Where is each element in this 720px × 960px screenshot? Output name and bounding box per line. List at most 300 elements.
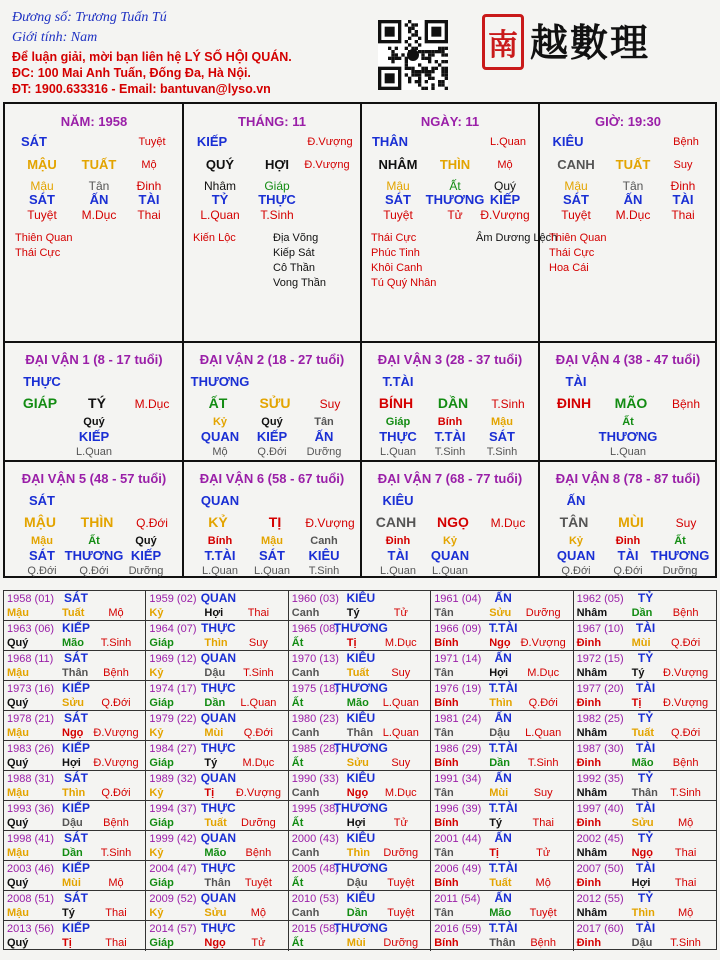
year-branch: Tý bbox=[489, 817, 503, 829]
year-branch: Tý bbox=[631, 667, 645, 679]
dai-van-god: KIÊU bbox=[382, 493, 414, 508]
year-stem: Ất bbox=[291, 877, 304, 889]
pillar-star-right: Địa Võng bbox=[273, 232, 319, 244]
pillar-3 bbox=[361, 104, 558, 342]
year-label: 1961 (04) bbox=[434, 593, 482, 605]
year-branch: Sửu bbox=[631, 817, 654, 829]
year-stem: Quý bbox=[7, 817, 29, 829]
year-branch: Thân bbox=[346, 727, 374, 739]
year-branch: Tuất bbox=[631, 727, 654, 739]
dai-van-branch: TỊ bbox=[268, 514, 282, 530]
dai-van-branch: SỬU bbox=[259, 395, 291, 411]
year-branch: Thìn bbox=[204, 637, 228, 649]
year-label: 2004 (47) bbox=[149, 863, 197, 875]
year-label: 1964 (07) bbox=[149, 623, 197, 635]
dai-van-title: ĐẠI VẬN 4 (38 - 47 tuổi) bbox=[555, 352, 701, 367]
year-stem: Mậu bbox=[7, 607, 29, 619]
year-branch: Dậu bbox=[631, 937, 653, 949]
year-god: QUAN bbox=[200, 591, 237, 605]
year-branch: Tý bbox=[346, 607, 360, 619]
year-branch: Thân bbox=[631, 787, 658, 799]
year-cell bbox=[574, 621, 716, 651]
year-branch: Dần bbox=[489, 757, 510, 769]
year-stem: Mậu bbox=[7, 727, 29, 739]
year-branch: Tị bbox=[346, 637, 357, 649]
dai-van-hidden-life: L.Quan bbox=[379, 565, 417, 577]
year-god: QUAN bbox=[200, 651, 237, 665]
dai-van-hidden-life: L.Quan bbox=[379, 446, 417, 458]
year-god: KIẾP bbox=[61, 741, 91, 755]
year-life: Đ.Vượng bbox=[235, 787, 281, 799]
year-stem: Tân bbox=[434, 667, 454, 679]
year-stem: Mậu bbox=[7, 847, 29, 859]
pillar-hidden-2: Tân bbox=[88, 179, 110, 193]
year-life: Bệnh bbox=[530, 937, 557, 949]
dai-van-hidden-god: QUAN bbox=[200, 429, 240, 444]
pillar-star-right: Âm Dương Lệch bbox=[476, 232, 558, 244]
year-branch: Tuất bbox=[346, 667, 370, 679]
year-stem: Quý bbox=[7, 757, 29, 769]
year-life: Tử bbox=[536, 847, 551, 859]
pillar-hidden-2: Giáp bbox=[264, 179, 290, 193]
year-label: 1985 (28) bbox=[291, 743, 339, 755]
year-branch: Ngọ bbox=[346, 787, 369, 799]
dai-van-hidden-life: Q.Đới bbox=[613, 565, 643, 577]
year-cell bbox=[574, 801, 716, 831]
dai-van-hidden-life: Dưỡng bbox=[128, 565, 164, 577]
year-stem: Mậu bbox=[7, 667, 29, 679]
year-label: 1967 (10) bbox=[576, 623, 624, 635]
year-label: 1977 (20) bbox=[576, 683, 624, 695]
year-cell bbox=[574, 771, 716, 801]
year-stem: Ất bbox=[291, 937, 304, 949]
dai-van-hidden: Giáp bbox=[385, 416, 411, 428]
year-stem: Đinh bbox=[576, 697, 602, 709]
year-cell bbox=[4, 861, 146, 891]
year-label: 2013 (56) bbox=[7, 923, 55, 935]
year-stem: Canh bbox=[291, 907, 320, 919]
dai-van-hidden-life: Dưỡng bbox=[662, 565, 698, 577]
year-god: KIÊU bbox=[346, 651, 376, 665]
year-cell bbox=[574, 861, 716, 891]
year-branch: Dậu bbox=[62, 817, 83, 829]
year-god: THỰC bbox=[201, 741, 236, 755]
year-cell bbox=[289, 621, 431, 651]
dai-van-hidden: Tân bbox=[314, 416, 334, 428]
year-life: Tuyệt bbox=[529, 907, 557, 919]
year-cell bbox=[431, 771, 573, 801]
year-life: Q.Đới bbox=[101, 697, 131, 709]
year-life: Thai bbox=[105, 907, 127, 919]
year-label: 1992 (35) bbox=[576, 773, 624, 785]
pillar-4 bbox=[539, 104, 717, 342]
year-stem: Nhâm bbox=[576, 667, 608, 679]
year-god: SÁT bbox=[64, 711, 88, 725]
year-stem: Canh bbox=[291, 787, 320, 799]
year-god: KIẾP bbox=[61, 681, 91, 695]
year-life: Thai bbox=[247, 607, 270, 619]
year-branch: Ngọ bbox=[631, 847, 653, 859]
pillar-row1-3: Tuyệt bbox=[138, 136, 166, 148]
year-god: TÀI bbox=[635, 921, 656, 935]
year-life: Bệnh bbox=[103, 667, 129, 679]
year-life: L.Quan bbox=[382, 697, 419, 709]
year-stem: Nhâm bbox=[576, 727, 608, 739]
year-branch: Dậu bbox=[346, 877, 368, 889]
year-god: QUAN bbox=[200, 891, 237, 905]
pillar-stems-3: Mộ bbox=[497, 159, 513, 171]
pillar-row1-3: Bệnh bbox=[673, 136, 699, 148]
year-cell bbox=[4, 681, 146, 711]
year-branch: Thìn bbox=[489, 697, 513, 709]
year-cell bbox=[289, 771, 431, 801]
year-branch: Thân bbox=[62, 667, 89, 679]
year-god: ẤN bbox=[494, 771, 512, 785]
year-god: THƯƠNG bbox=[333, 861, 388, 875]
year-god: TÀI bbox=[635, 741, 656, 755]
dai-van-title: ĐẠI VẬN 7 (68 - 77 tuổi) bbox=[377, 471, 523, 486]
year-god: KIÊU bbox=[346, 771, 376, 785]
year-life: Tử bbox=[393, 607, 408, 619]
year-life: Đ.Vượng bbox=[663, 697, 709, 709]
dai-van-hidden: Mậu bbox=[261, 535, 283, 547]
dai-van-hidden-life: Mộ bbox=[212, 446, 228, 458]
pillar-stems-3: Mộ bbox=[141, 159, 157, 171]
year-label: 1987 (30) bbox=[576, 743, 624, 755]
dai-van-hidden-god: KIẾP bbox=[130, 548, 162, 563]
pillar-title: NGÀY: 11 bbox=[420, 114, 480, 129]
year-life: T.Sinh bbox=[100, 637, 132, 649]
year-cell bbox=[574, 591, 716, 621]
pillar-star-left: Tú Quý Nhân bbox=[371, 277, 437, 289]
year-cell bbox=[146, 861, 288, 891]
dai-van-stem: ẤT bbox=[208, 395, 228, 411]
dai-van-hidden-god: KIÊU bbox=[308, 548, 340, 563]
year-branch: Mão bbox=[204, 847, 227, 859]
dai-van-branch: DẦN bbox=[437, 395, 469, 411]
year-label: 1993 (36) bbox=[7, 803, 55, 815]
year-cell bbox=[431, 651, 573, 681]
year-stem: Giáp bbox=[149, 817, 174, 829]
dai-van-hidden-god: KIẾP bbox=[256, 429, 288, 444]
header bbox=[0, 0, 720, 100]
pillar-2 bbox=[183, 104, 361, 342]
year-branch: Tuất bbox=[204, 817, 227, 829]
dai-van-hidden: Ất bbox=[674, 535, 686, 547]
year-god: TÀI bbox=[635, 621, 656, 635]
dai-van-hidden-god: THƯƠNG bbox=[598, 429, 658, 444]
year-life: Mộ bbox=[677, 817, 694, 829]
pillar-hidden-3: Đinh bbox=[136, 179, 162, 193]
year-label: 2007 (50) bbox=[576, 863, 624, 875]
year-cell bbox=[4, 801, 146, 831]
pillar-life-2: M.Dục bbox=[81, 208, 117, 222]
pillar-stems-1: QUÝ bbox=[205, 157, 235, 172]
year-cell bbox=[146, 741, 288, 771]
year-stem: Kỷ bbox=[149, 727, 164, 739]
dai-van-hidden-life: L.Quan bbox=[431, 565, 469, 577]
year-god: KIẾP bbox=[61, 921, 91, 935]
year-stem: Giáp bbox=[149, 937, 174, 949]
year-life: L.Quan bbox=[525, 727, 562, 739]
year-stem: Giáp bbox=[149, 877, 174, 889]
year-branch: Hợi bbox=[489, 667, 509, 679]
dai-van-life: Suy bbox=[675, 516, 697, 530]
year-cell bbox=[574, 711, 716, 741]
year-label: 1966 (09) bbox=[434, 623, 482, 635]
dai-van-hidden-god: THƯƠNG bbox=[650, 548, 710, 563]
year-life: Suy bbox=[248, 637, 268, 649]
year-branch: Mùi bbox=[346, 937, 366, 949]
pillar-life-1: Tuyệt bbox=[383, 208, 413, 222]
dai-van-hidden-life: L.Quan bbox=[609, 446, 647, 458]
year-label: 1997 (40) bbox=[576, 803, 624, 815]
year-life: Dưỡng bbox=[525, 607, 561, 619]
header-line-1: Đương số: Trương Tuấn Tú bbox=[12, 10, 167, 25]
year-life: Tuyệt bbox=[244, 877, 272, 889]
year-label: 1965 (08) bbox=[291, 623, 339, 635]
pillar-gods-2: ẤN bbox=[89, 192, 109, 207]
year-life: Suy bbox=[533, 787, 553, 799]
dai-van-hidden-god: T.TÀI bbox=[434, 429, 466, 444]
year-branch: Sửu bbox=[346, 757, 369, 769]
year-branch: Sửu bbox=[204, 907, 227, 919]
pillar-gods-2: THƯƠNG bbox=[425, 192, 485, 207]
year-label: 1974 (17) bbox=[149, 683, 197, 695]
year-god: T.TÀI bbox=[488, 801, 518, 815]
pillar-life-1: Tuyệt bbox=[561, 208, 591, 222]
year-god: TỶ bbox=[637, 831, 654, 845]
header-line-3: Để luận giải, mời bạn liên hệ LÝ SỐ HỘI QUÁN. bbox=[12, 50, 292, 64]
pillar-hidden-2: Tân bbox=[622, 179, 644, 193]
year-stem: Nhâm bbox=[576, 907, 608, 919]
pillar-stems-1: NHÂM bbox=[378, 157, 418, 172]
year-label: 1982 (25) bbox=[576, 713, 624, 725]
dai-van-4 bbox=[539, 342, 717, 461]
year-life: Q.Đới bbox=[528, 697, 558, 709]
year-stem: Tân bbox=[434, 607, 454, 619]
year-cell bbox=[4, 651, 146, 681]
year-life: Đ.Vượng bbox=[93, 727, 139, 739]
year-stem: Bính bbox=[434, 937, 459, 949]
year-god: KIẾP bbox=[61, 861, 91, 875]
year-cell bbox=[289, 861, 431, 891]
year-label: 2003 (46) bbox=[7, 863, 55, 875]
year-branch: Hợi bbox=[62, 757, 81, 769]
dai-van-branch: MÙI bbox=[618, 514, 644, 530]
dai-van-hidden-god: SÁT bbox=[259, 548, 285, 563]
year-god: T.TÀI bbox=[488, 921, 518, 935]
pillar-life-2: Tử bbox=[447, 208, 463, 222]
dai-van-life: Suy bbox=[319, 397, 341, 411]
pillar-life-3: Đ.Vượng bbox=[480, 208, 530, 222]
pillar-star-left: Thiên Quan bbox=[15, 232, 73, 244]
dai-van-hidden-god: T.TÀI bbox=[204, 548, 236, 563]
dai-van-god: THƯƠNG bbox=[190, 374, 250, 389]
year-god: THỰC bbox=[201, 861, 236, 875]
year-cell bbox=[289, 741, 431, 771]
pillar-life-3: Thai bbox=[137, 208, 161, 222]
year-life: Bệnh bbox=[103, 817, 129, 829]
year-branch: Dậu bbox=[489, 727, 510, 739]
pillar-hidden-2: Ất bbox=[449, 179, 461, 193]
dai-van-hidden-god: THỰC bbox=[379, 429, 417, 444]
dai-van-branch: MÃO bbox=[614, 395, 648, 411]
pillar-stems-2: TUẤT bbox=[81, 157, 117, 172]
dai-van-2 bbox=[183, 342, 361, 461]
pillar-life-1: L.Quan bbox=[200, 208, 240, 222]
year-god: QUAN bbox=[200, 771, 237, 785]
year-stem: Kỷ bbox=[149, 907, 164, 919]
dai-van-hidden-life: Q.Đới bbox=[561, 565, 591, 577]
year-cell bbox=[146, 651, 288, 681]
year-god: THỰC bbox=[201, 921, 236, 935]
year-label: 1989 (32) bbox=[149, 773, 197, 785]
year-branch: Thìn bbox=[62, 787, 86, 799]
year-stem: Bính bbox=[434, 697, 459, 709]
year-stem: Đinh bbox=[576, 637, 602, 649]
year-life: Tuyệt bbox=[387, 907, 415, 919]
year-label: 1971 (14) bbox=[434, 653, 482, 665]
pillar-title: THÁNG: 11 bbox=[238, 114, 306, 129]
year-life: M.Dục bbox=[527, 667, 560, 679]
year-stem: Bính bbox=[434, 757, 459, 769]
year-cell bbox=[146, 771, 288, 801]
year-cell bbox=[431, 681, 573, 711]
dai-van-5 bbox=[5, 461, 183, 578]
dai-van-life: Bệnh bbox=[671, 397, 701, 411]
year-cell bbox=[574, 831, 716, 861]
dai-van-hidden-life: T.Sinh bbox=[434, 446, 466, 458]
dai-van-branch: TÝ bbox=[88, 395, 106, 411]
year-label: 1972 (15) bbox=[576, 653, 624, 665]
year-cell bbox=[4, 711, 146, 741]
year-stem: Tân bbox=[434, 847, 454, 859]
year-life: Dưỡng bbox=[241, 817, 276, 829]
year-life: Đ.Vượng bbox=[520, 637, 566, 649]
dai-van-life: M.Dục bbox=[490, 516, 526, 530]
dai-van-hidden: Ất bbox=[622, 416, 634, 428]
year-god: TÀI bbox=[635, 801, 656, 815]
year-branch: Thân bbox=[489, 937, 516, 949]
year-cell bbox=[146, 801, 288, 831]
year-stem: Đinh bbox=[576, 757, 602, 769]
year-stem: Nhâm bbox=[576, 787, 608, 799]
year-label: 2005 (48) bbox=[291, 863, 339, 875]
pillar-gods-2: ẤN bbox=[623, 192, 643, 207]
year-branch: Sửu bbox=[489, 607, 512, 619]
year-label: 2008 (51) bbox=[7, 893, 55, 905]
year-cell bbox=[289, 831, 431, 861]
year-god: SÁT bbox=[64, 771, 88, 785]
dai-van-god: T.TÀI bbox=[382, 374, 414, 389]
year-label: 1994 (37) bbox=[149, 803, 197, 815]
year-label: 2006 (49) bbox=[434, 863, 482, 875]
year-life: Mộ bbox=[535, 877, 551, 889]
year-god: KIÊU bbox=[346, 831, 376, 845]
year-life: Tử bbox=[393, 817, 408, 829]
year-stem: Nhâm bbox=[576, 847, 608, 859]
seal-logo bbox=[482, 14, 524, 70]
year-god: ẤN bbox=[494, 651, 512, 665]
year-label: 1988 (31) bbox=[7, 773, 55, 785]
year-stem: Quý bbox=[7, 697, 29, 709]
year-god: SÁT bbox=[64, 831, 88, 845]
year-label: 1959 (02) bbox=[149, 593, 197, 605]
year-branch: Mão bbox=[346, 697, 369, 709]
dai-van-hidden: Kỷ bbox=[568, 535, 584, 547]
year-branch: Dần bbox=[631, 607, 653, 619]
pillar-hidden-1: Mậu bbox=[30, 179, 54, 193]
year-label: 1983 (26) bbox=[7, 743, 55, 755]
year-label: 1958 (01) bbox=[7, 593, 55, 605]
dai-van-hidden-life: L.Quan bbox=[75, 446, 113, 458]
brand-title: 越數理 bbox=[530, 20, 651, 65]
pillar-stems-3: Suy bbox=[673, 159, 693, 171]
year-branch: Hợi bbox=[631, 877, 651, 889]
year-cell bbox=[146, 891, 288, 921]
dai-van-hidden-god: SÁT bbox=[29, 548, 55, 563]
dai-van-hidden-god: KIẾP bbox=[78, 429, 110, 444]
dai-van-1 bbox=[5, 342, 183, 461]
year-cell bbox=[289, 651, 431, 681]
year-stem: Canh bbox=[291, 667, 320, 679]
year-label: 1990 (33) bbox=[291, 773, 339, 785]
year-god: TỶ bbox=[637, 891, 654, 905]
year-cell bbox=[574, 741, 716, 771]
pillar-stems-2: HỢI bbox=[264, 157, 290, 172]
year-cell bbox=[431, 921, 573, 951]
dai-van-hidden-life: Q.Đới bbox=[79, 565, 109, 577]
year-cell bbox=[431, 591, 573, 621]
year-life: Bệnh bbox=[672, 757, 699, 769]
year-branch: Mão bbox=[489, 907, 512, 919]
pillar-hidden-3: Đinh bbox=[670, 179, 696, 193]
year-cell bbox=[289, 921, 431, 951]
year-branch: Dậu bbox=[204, 667, 226, 679]
year-stem: Tân bbox=[434, 727, 454, 739]
year-stem: Ất bbox=[291, 817, 304, 829]
year-god: SÁT bbox=[64, 651, 88, 665]
pillar-hidden-1: Nhâm bbox=[203, 179, 237, 193]
year-branch: Thìn bbox=[631, 907, 655, 919]
year-stem: Bính bbox=[434, 877, 459, 889]
year-life: Đ.Vượng bbox=[93, 757, 139, 769]
dai-van-hidden: Quý bbox=[135, 535, 157, 547]
year-cell bbox=[289, 801, 431, 831]
dai-van-branch: NGỌ bbox=[437, 514, 469, 530]
dai-van-hidden-god: TÀI bbox=[617, 548, 639, 563]
year-stem: Giáp bbox=[149, 697, 174, 709]
pillar-row1-3: Đ.Vượng bbox=[307, 136, 353, 148]
pillar-star-left: Phúc Tinh bbox=[371, 247, 420, 259]
year-cell bbox=[431, 621, 573, 651]
year-branch: Mùi bbox=[204, 727, 224, 739]
year-life: M.Dục bbox=[242, 757, 275, 769]
year-branch: Tị bbox=[62, 937, 72, 949]
dai-van-hidden-god: SÁT bbox=[489, 429, 515, 444]
year-cell bbox=[4, 591, 146, 621]
pillar-stems-2: THÌN bbox=[439, 157, 471, 172]
pillar-stems-2: TUẤT bbox=[615, 157, 651, 172]
dai-van-hidden-life: L.Quan bbox=[253, 565, 291, 577]
year-stem: Tân bbox=[434, 787, 454, 799]
year-god: KIẾP bbox=[61, 621, 91, 635]
year-stem: Kỷ bbox=[149, 667, 164, 679]
pillar-title: NĂM: 1958 bbox=[60, 114, 128, 129]
year-label: 1970 (13) bbox=[291, 653, 339, 665]
year-branch: Tý bbox=[62, 907, 75, 919]
